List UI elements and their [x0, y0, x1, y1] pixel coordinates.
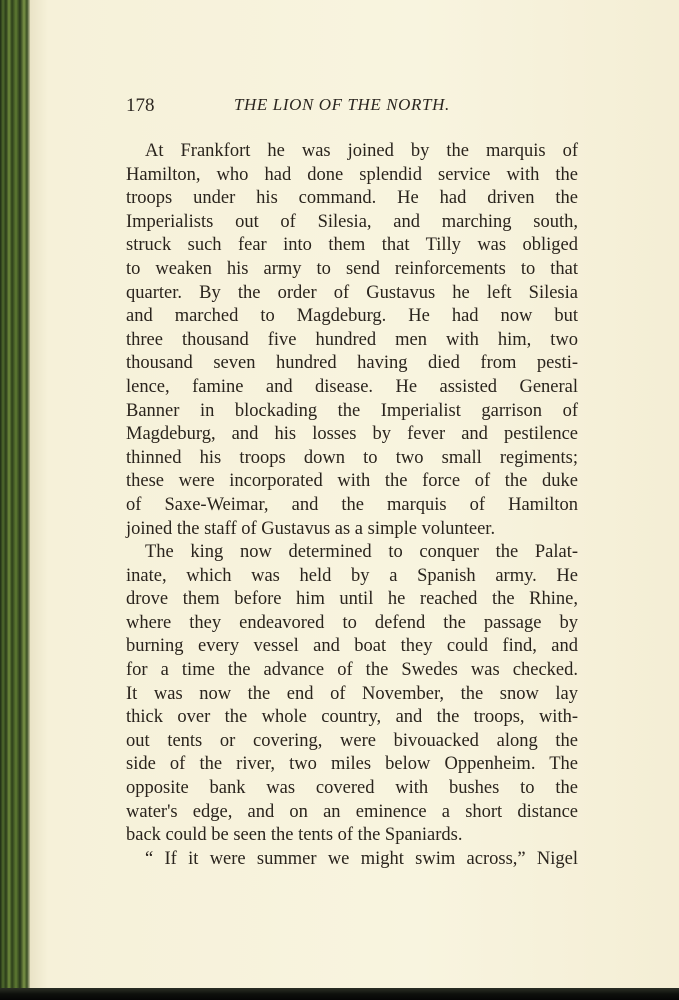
- text-line: joined the staff of Gustavus as a simple volunteer.: [126, 518, 496, 539]
- page-number: 178: [126, 95, 155, 116]
- body-text: [126, 140, 578, 871]
- text-line: Banner in blockading the Imperialist garrison of: [126, 400, 578, 421]
- page-bottom-edge: [0, 988, 679, 1000]
- text-line: Hamilton, who had done splendid service with the: [126, 164, 578, 185]
- text-line: out tents or covering, were bivouacked along the: [126, 730, 578, 751]
- page-header: [126, 95, 576, 119]
- text-line: of Saxe-Weimar, and the marquis of Hamilton: [126, 494, 578, 515]
- text-line: burning every vessel and boat they could find, and: [126, 636, 578, 657]
- running-title: THE LION OF THE NORTH.: [234, 95, 450, 114]
- text-line: thousand seven hundred having died from pesti-: [126, 353, 578, 374]
- text-line: these were incorporated with the force of the duke: [126, 471, 578, 492]
- text-line: lence, famine and disease. He assisted General: [126, 376, 578, 397]
- text-line: inate, which was held by a Spanish army. He: [126, 565, 578, 586]
- text-line: drove them before him until he reached the Rhine,: [126, 589, 578, 610]
- text-line: opposite bank was covered with bushes to the: [126, 778, 578, 799]
- text-line: Imperialists out of Silesia, and marching south,: [126, 211, 578, 232]
- text-line: three thousand five hundred men with him, two: [126, 329, 578, 350]
- text-line: thick over the whole country, and the troops, with-: [126, 707, 578, 728]
- book-spine-edge: [0, 0, 30, 1000]
- text-line: “ If it were summer we might swim across,” Nigel: [145, 848, 578, 869]
- text-line: struck such fear into them that Tilly was obliged: [126, 235, 578, 256]
- text-line: Magdeburg, and his losses by fever and pestilence: [126, 424, 578, 445]
- text-line: for a time the advance of the Swedes was checked.: [126, 660, 578, 681]
- text-line: thinned his troops down to two small regiments;: [126, 447, 578, 468]
- text-line: water's edge, and on an eminence a short distance: [126, 801, 578, 822]
- text-line: side of the river, two miles below Oppenheim. The: [126, 754, 578, 775]
- text-line: It was now the end of November, the snow lay: [126, 683, 578, 704]
- text-line: and marched to Magdeburg. He had now but: [126, 306, 578, 327]
- text-line: troops under his command. He had driven the: [126, 188, 578, 209]
- text-line: back could be seen the tents of the Spaniards.: [126, 825, 463, 846]
- text-line: where they endeavored to defend the passage by: [126, 612, 578, 633]
- text-line: to weaken his army to send reinforcements to that: [126, 258, 578, 279]
- text-line: The king now determined to conquer the Palat-: [145, 542, 578, 563]
- text-line: quarter. By the order of Gustavus he left Silesia: [126, 282, 578, 303]
- text-line: At Frankfort he was joined by the marquis of: [145, 141, 578, 161]
